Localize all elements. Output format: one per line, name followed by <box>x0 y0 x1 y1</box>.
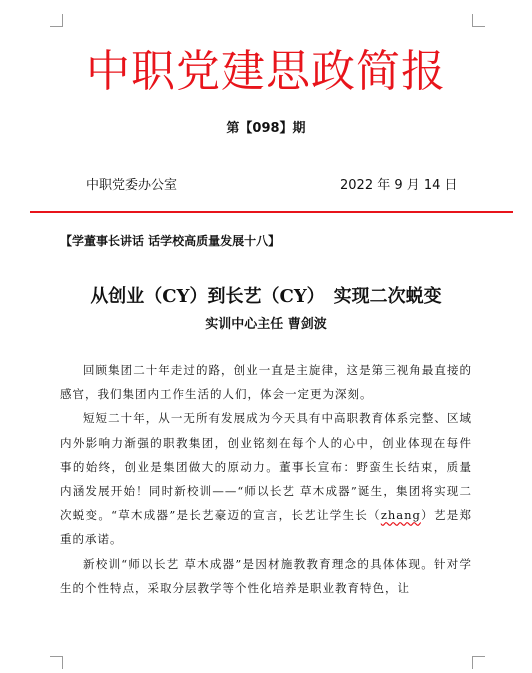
paragraph-1: 回顾集团二十年走过的路，创业一直是主旋律，这是第三视角最直接的感官，我们集团内工作生活的人们，体会一定更为深刻。 <box>60 363 472 402</box>
paragraph-3: 新校训“师以长艺 草木成器”是因材施教教育理念的具体体现。针对学生的个性特点，采取分层教学等个性化培养是职业教育特色，让 <box>60 556 472 595</box>
column-label: 【学董事长讲话 话学校高质量发展十八】 <box>60 234 281 248</box>
article-headline: 从创业（CY）到长艺（CY） 实现二次蜕变 <box>90 286 442 307</box>
article-author: 实训中心主任 曹剑波 <box>205 317 327 332</box>
issue-date: 2022 年 9 月 14 日 <box>340 178 458 193</box>
newsletter-title: 中职党建思政简报 <box>86 46 446 97</box>
page-corner-mark-top-right <box>472 14 485 27</box>
page-corner-mark-top-left <box>50 14 63 27</box>
page-corner-mark-bottom-right <box>472 656 485 669</box>
paragraph-2 <box>60 406 472 551</box>
header-divider <box>30 211 513 213</box>
article-body <box>60 358 472 600</box>
paragraph-2-tail: ）艺是郑重的承诺。 <box>60 508 472 547</box>
paragraph-2-text: 短短二十年，从一无所有发展成为今天具有中高职教育体系完整、区域内外影响力渐强的职教集团，创业铭刻在每个人的心中，创业体现在每件事的始终，创业是集团做大的原动力。董事长宣布：野蛮生长结束，质量内涵发展开始！同时新校训——“师以长艺 草木成器”诞生，集团将实现二次蜕变。“草木成器”是长艺豪迈的宣言，长艺让学生长（ <box>60 411 472 523</box>
issuing-office: 中职党委办公室 <box>86 178 178 193</box>
pinyin-zhang: zhang <box>380 508 421 523</box>
page-corner-mark-bottom-left <box>50 656 63 669</box>
issue-number: 第【098】期 <box>226 121 306 136</box>
